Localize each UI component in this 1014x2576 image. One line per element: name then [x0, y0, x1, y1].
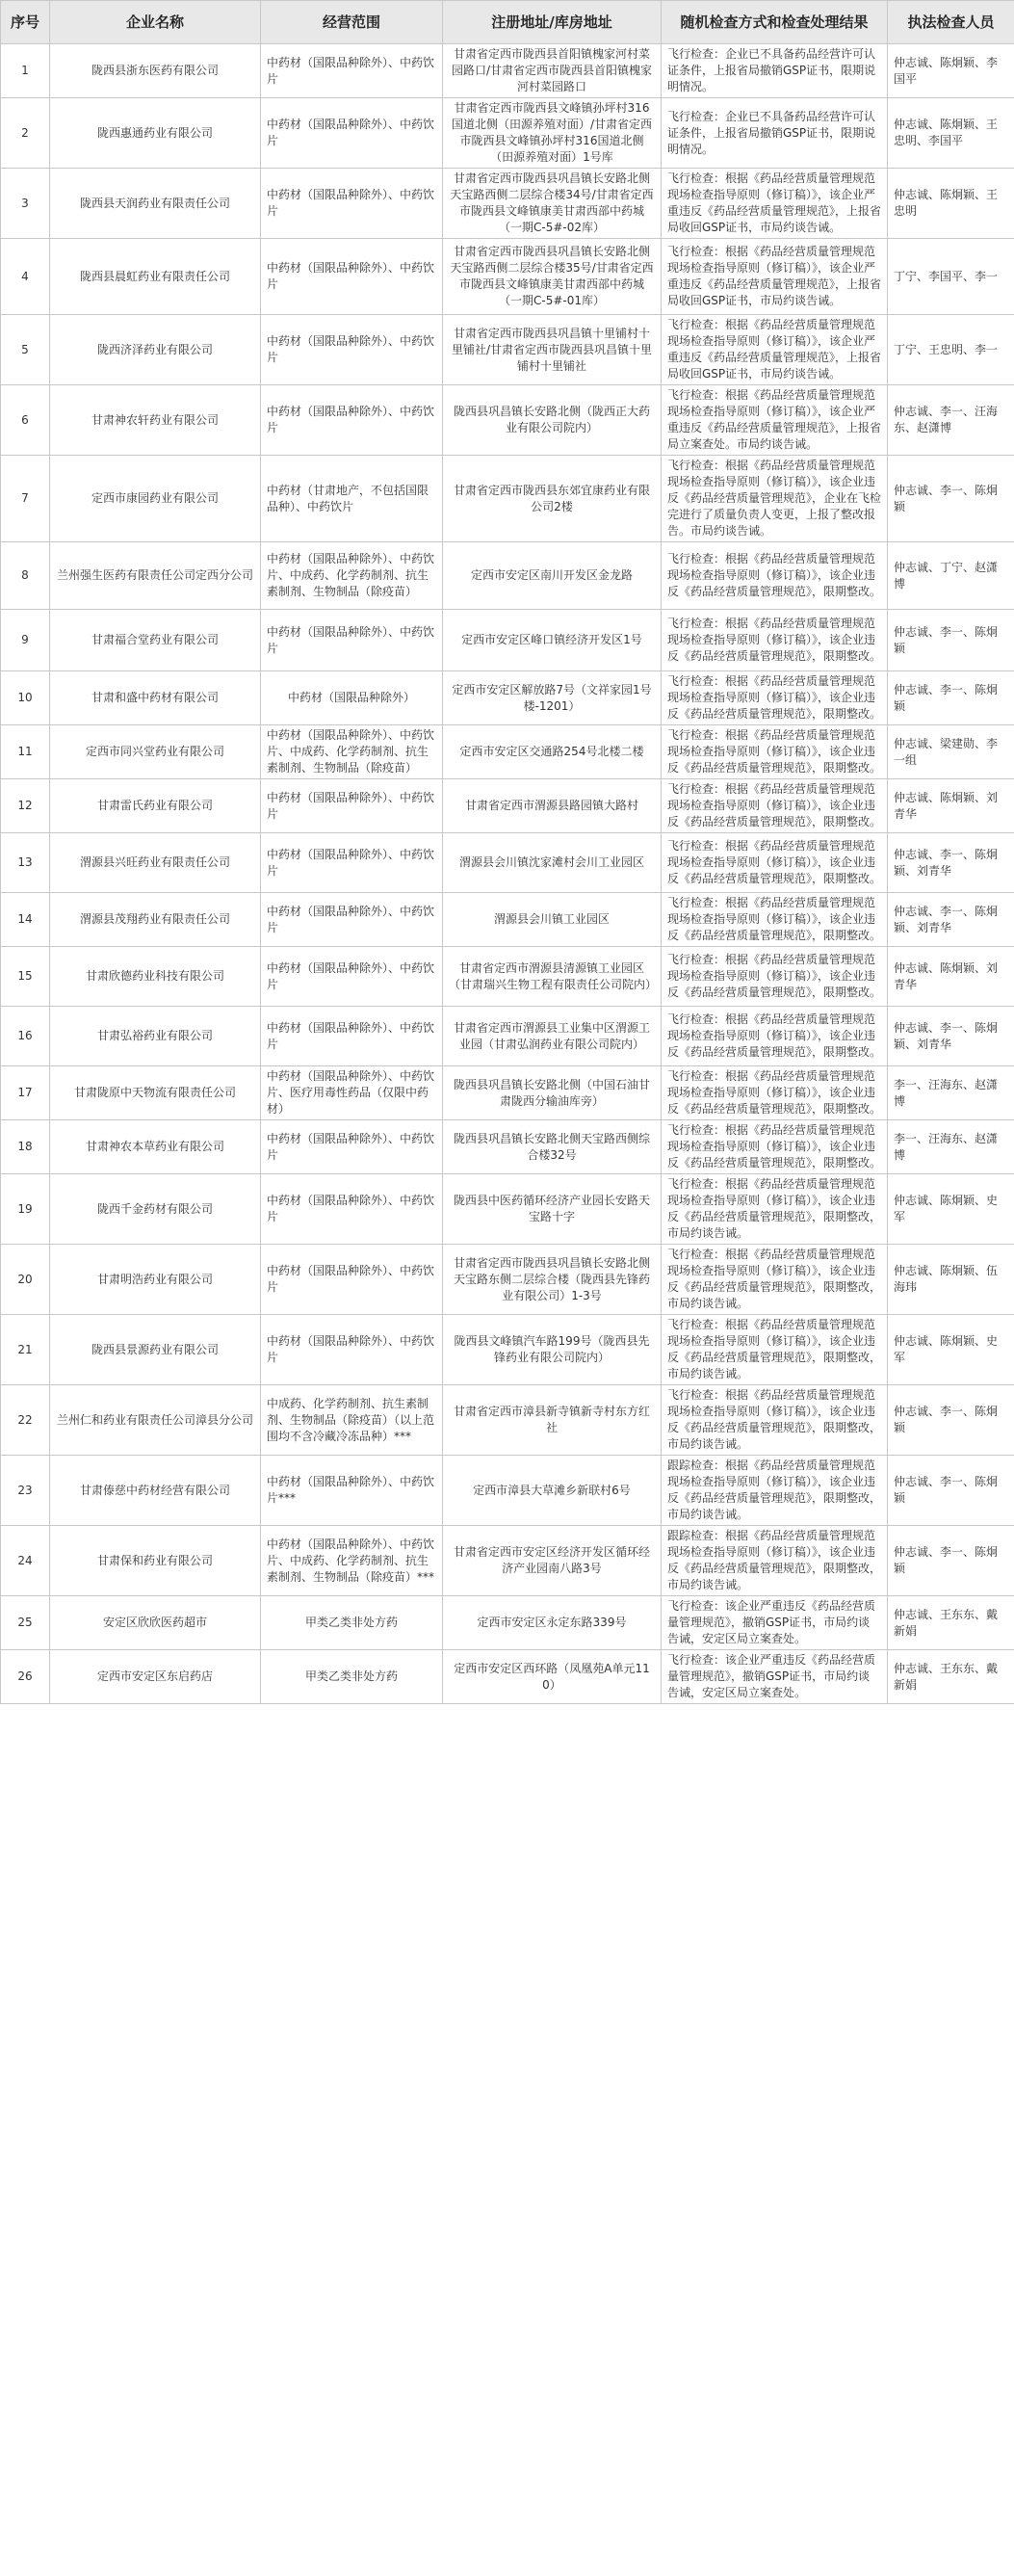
inspectors: 李一、汪海东、赵潇博	[888, 1066, 1014, 1120]
row-seq: 6	[1, 385, 50, 456]
inspection-result: 飞行检查：根据《药品经营质量管理规范现场检查指导原则（修订稿）》，该企业违反《药品经营质量管理规范》，限期整改。	[662, 542, 888, 610]
table-row	[1, 44, 1014, 98]
registered-address: 陇西县中医药循环经济产业园长安路天宝路十字	[443, 1174, 662, 1245]
inspection-result: 飞行检查：根据《药品经营质量管理规范现场检查指导原则（修订稿）》，该企业违反《药品经营质量管理规范》，限期整改，市局约谈告诫。	[662, 1245, 888, 1315]
row-seq: 13	[1, 833, 50, 893]
inspectors: 李一、汪海东、赵潇博	[888, 1120, 1014, 1174]
business-scope: 中药材（国限品种除外）、中药饮片	[261, 610, 443, 671]
header-company-name: 企业名称	[50, 1, 261, 44]
company-name: 定西市同兴堂药业有限公司	[50, 725, 261, 779]
company-name: 甘肃陇原中天物流有限责任公司	[50, 1066, 261, 1120]
company-name: 陇西千金药材有限公司	[50, 1174, 261, 1245]
inspection-result: 飞行检查：根据《药品经营质量管理规范现场检查指导原则（修订稿）》，该企业违反《药品经营质量管理规范》，限期整改。	[662, 1066, 888, 1120]
table-row	[1, 833, 1014, 893]
inspection-result: 飞行检查：根据《药品经营质量管理规范现场检查指导原则（修订稿）》，该企业违反《药品经营质量管理规范》，限期整改。	[662, 671, 888, 725]
company-name: 安定区欣欣医药超市	[50, 1596, 261, 1650]
table-row	[1, 671, 1014, 725]
row-seq: 18	[1, 1120, 50, 1174]
row-seq: 21	[1, 1315, 50, 1385]
inspectors: 仲志诚、陈炯颖、刘青华	[888, 947, 1014, 1007]
company-name: 陇西县晨虹药业有限责任公司	[50, 239, 261, 315]
registered-address: 定西市漳县大草滩乡新联村6号	[443, 1456, 662, 1526]
row-seq: 3	[1, 169, 50, 239]
registered-address: 甘肃省定西市陇西县首阳镇槐家河村菜园路口/甘肃省定西市陇西县首阳镇槐家河村菜园路口	[443, 44, 662, 98]
company-name: 陇西县天润药业有限责任公司	[50, 169, 261, 239]
inspection-result: 飞行检查：根据《药品经营质量管理规范现场检查指导原则（修订稿）》，该企业严重违反《药品经营质量管理规范》，上报省局收回GSP证书，市局约谈告诫。	[662, 239, 888, 315]
row-seq: 7	[1, 456, 50, 542]
inspectors: 仲志诚、李一、陈炯颖、刘青华	[888, 833, 1014, 893]
company-name: 甘肃神农本草药业有限公司	[50, 1120, 261, 1174]
inspectors: 仲志诚、陈炯颖、王忠明、李国平	[888, 98, 1014, 169]
inspectors: 仲志诚、李一、陈炯颖、刘青华	[888, 1007, 1014, 1066]
table-row	[1, 893, 1014, 947]
inspection-result: 跟踪检查：根据《药品经营质量管理规范现场检查指导原则（修订稿）》，该企业违反《药品经营质量管理规范》，限期整改，市局约谈告诫。	[662, 1456, 888, 1526]
inspection-result: 飞行检查：根据《药品经营质量管理规范现场检查指导原则（修订稿）》，该企业违反《药品经营质量管理规范》，限期整改，市局约谈告诫。	[662, 1385, 888, 1456]
registered-address: 定西市安定区永定东路339号	[443, 1596, 662, 1650]
registered-address: 定西市安定区南川开发区金龙路	[443, 542, 662, 610]
table-row	[1, 98, 1014, 169]
table-row	[1, 1526, 1014, 1596]
inspection-result: 飞行检查：根据《药品经营质量管理规范现场检查指导原则（修订稿）》，该企业违反《药品经营质量管理规范》，限期整改。	[662, 610, 888, 671]
row-seq: 23	[1, 1456, 50, 1526]
registered-address: 陇西县巩昌镇长安路北侧（中国石油甘肃陇西分输油库旁）	[443, 1066, 662, 1120]
business-scope: 中药材（国限品种除外）、中药饮片	[261, 893, 443, 947]
business-scope: 中药材（国限品种除外）、中药饮片	[261, 833, 443, 893]
registered-address: 甘肃省定西市陇西县巩昌镇长安路北侧天宝路东侧二层综合楼（陇西县先锋药业有限公司）1-3号	[443, 1245, 662, 1315]
header-row	[1, 1, 1014, 44]
business-scope: 中药材（国限品种除外）、中药饮片	[261, 1245, 443, 1315]
company-name: 陇西县景源药业有限公司	[50, 1315, 261, 1385]
registered-address: 甘肃省定西市渭源县清源镇工业园区（甘肃瑞兴生物工程有限责任公司院内）	[443, 947, 662, 1007]
inspectors: 仲志诚、陈炯颖、李国平	[888, 44, 1014, 98]
inspection-result: 飞行检查：根据《药品经营质量管理规范现场检查指导原则（修订稿）》，该企业违反《药品经营质量管理规范》，限期整改。	[662, 1120, 888, 1174]
business-scope: 甲类乙类非处方药	[261, 1650, 443, 1704]
business-scope: 中药材（国限品种除外）、中药饮片***	[261, 1456, 443, 1526]
registered-address: 渭源县会川镇沈家滩村会川工业园区	[443, 833, 662, 893]
row-seq: 4	[1, 239, 50, 315]
company-name: 甘肃弘裕药业有限公司	[50, 1007, 261, 1066]
registered-address: 甘肃省定西市陇西县巩昌镇十里铺村十里铺社/甘肃省定西市陇西县巩昌镇十里铺村十里铺社	[443, 315, 662, 385]
row-seq: 9	[1, 610, 50, 671]
row-seq: 22	[1, 1385, 50, 1456]
inspection-result: 飞行检查：企业已不具备药品经营许可认证条件，上报省局撤销GSP证书，限期说明情况。	[662, 44, 888, 98]
business-scope: 中药材（国限品种除外）、中药饮片	[261, 98, 443, 169]
row-seq: 8	[1, 542, 50, 610]
inspectors: 仲志诚、丁宁、赵潇博	[888, 542, 1014, 610]
company-name: 陇西惠通药业有限公司	[50, 98, 261, 169]
row-seq: 5	[1, 315, 50, 385]
company-name: 兰州仁和药业有限责任公司漳县分公司	[50, 1385, 261, 1456]
business-scope: 中药材（国限品种除外）、中药饮片	[261, 169, 443, 239]
business-scope: 中药材（国限品种除外）、中药饮片	[261, 1174, 443, 1245]
row-seq: 17	[1, 1066, 50, 1120]
business-scope: 甲类乙类非处方药	[261, 1596, 443, 1650]
inspectors: 仲志诚、李一、陈炯颖	[888, 1385, 1014, 1456]
inspection-result: 飞行检查：根据《药品经营质量管理规范现场检查指导原则（修订稿）》，该企业违反《药品经营质量管理规范》，限期整改。	[662, 725, 888, 779]
inspectors: 仲志诚、王东东、戴新娟	[888, 1596, 1014, 1650]
table-row	[1, 725, 1014, 779]
business-scope: 中药材（国限品种除外）、中药饮片、医疗用毒性药品（仅限中药材）	[261, 1066, 443, 1120]
row-seq: 12	[1, 779, 50, 833]
inspectors: 仲志诚、梁建勋、李一组	[888, 725, 1014, 779]
inspection-result: 飞行检查：根据《药品经营质量管理规范现场检查指导原则（修订稿）》，该企业违反《药品经营质量管理规范》，限期整改。	[662, 833, 888, 893]
table-row	[1, 610, 1014, 671]
table-row	[1, 456, 1014, 542]
inspectors: 仲志诚、陈炯颖、刘青华	[888, 779, 1014, 833]
inspectors: 仲志诚、李一、陈炯颖	[888, 456, 1014, 542]
business-scope: 中药材（国限品种除外）、中药饮片	[261, 385, 443, 456]
registered-address: 甘肃省定西市渭源县路园镇大路村	[443, 779, 662, 833]
inspectors: 仲志诚、陈炯颖、伍海玮	[888, 1245, 1014, 1315]
header-seq: 序号	[1, 1, 50, 44]
table-row	[1, 779, 1014, 833]
company-name: 定西市安定区东启药店	[50, 1650, 261, 1704]
registered-address: 定西市安定区解放路7号（文祥家园1号楼-1201）	[443, 671, 662, 725]
company-name: 陇西济泽药业有限公司	[50, 315, 261, 385]
business-scope: 中药材（国限品种除外）、中药饮片	[261, 1315, 443, 1385]
registered-address: 陇西县巩昌镇长安路北侧天宝路西侧综合楼32号	[443, 1120, 662, 1174]
inspection-result: 飞行检查：根据《药品经营质量管理规范现场检查指导原则（修订稿）》，该企业违反《药品经营质量管理规范》，企业在飞检完进行了质量负责人变更，上报了整改报告。市局约谈告诫。	[662, 456, 888, 542]
row-seq: 15	[1, 947, 50, 1007]
inspectors: 仲志诚、李一、陈炯颖	[888, 1526, 1014, 1596]
row-seq: 20	[1, 1245, 50, 1315]
registered-address: 渭源县会川镇工业园区	[443, 893, 662, 947]
inspectors: 仲志诚、李一、陈炯颖	[888, 671, 1014, 725]
company-name: 甘肃傣慈中药材经营有限公司	[50, 1456, 261, 1526]
table-row	[1, 1315, 1014, 1385]
company-name: 甘肃和盛中药材有限公司	[50, 671, 261, 725]
inspection-result: 飞行检查：根据《药品经营质量管理规范现场检查指导原则（修订稿）》，该企业违反《药品经营质量管理规范》，限期整改。	[662, 893, 888, 947]
company-name: 渭源县兴旺药业有限责任公司	[50, 833, 261, 893]
table-row	[1, 542, 1014, 610]
row-seq: 16	[1, 1007, 50, 1066]
business-scope: 中药材（国限品种除外）、中药饮片	[261, 947, 443, 1007]
header-inspectors: 执法检查人员	[888, 1, 1014, 44]
company-name: 定西市康园药业有限公司	[50, 456, 261, 542]
registered-address: 甘肃省定西市陇西县巩昌镇长安路北侧天宝路西侧二层综合楼34号/甘肃省定西市陇西县文峰镇康美甘肃西部中药城（一期C-5#-02库）	[443, 169, 662, 239]
company-name: 甘肃明浩药业有限公司	[50, 1245, 261, 1315]
registered-address: 甘肃省定西市陇西县东郊宜康药业有限公司2楼	[443, 456, 662, 542]
business-scope: 中药材（国限品种除外）、中药饮片	[261, 239, 443, 315]
business-scope: 中药材（国限品种除外）、中药饮片、中成药、化学药制剂、抗生素制剂、生物制品（除疫苗）	[261, 725, 443, 779]
table-row	[1, 1456, 1014, 1526]
inspectors: 仲志诚、李一、汪海东、赵潇博	[888, 385, 1014, 456]
company-name: 渭源县茂翔药业有限责任公司	[50, 893, 261, 947]
inspection-result: 飞行检查：根据《药品经营质量管理规范现场检查指导原则（修订稿）》，该企业严重违反《药品经营质量管理规范》，上报省局立案查处。市局约谈告诫。	[662, 385, 888, 456]
business-scope: 中药材（国限品种除外）、中药饮片、中成药、化学药制剂、抗生素制剂、生物制品（除疫苗）***	[261, 1526, 443, 1596]
table-body	[1, 44, 1014, 1704]
inspection-result: 飞行检查：根据《药品经营质量管理规范现场检查指导原则（修订稿）》，该企业严重违反《药品经营质量管理规范》，上报省局收回GSP证书，市局约谈告诫。	[662, 315, 888, 385]
header-inspection-result: 随机检查方式和检查处理结果	[662, 1, 888, 44]
table-row	[1, 1007, 1014, 1066]
business-scope: 中药材（国限品种除外）、中药饮片	[261, 44, 443, 98]
inspectors: 仲志诚、李一、陈炯颖	[888, 1456, 1014, 1526]
company-name: 甘肃神农轩药业有限公司	[50, 385, 261, 456]
company-name: 甘肃保和药业有限公司	[50, 1526, 261, 1596]
registered-address: 甘肃省定西市陇西县文峰镇孙坪村316国道北侧（田源养殖对面）/甘肃省定西市陇西县文峰镇孙坪村316国道北侧（田源养殖对面）1号库	[443, 98, 662, 169]
table-row	[1, 1245, 1014, 1315]
inspection-result: 飞行检查：企业已不具备药品经营许可认证条件，上报省局撤销GSP证书，限期说明情况。	[662, 98, 888, 169]
table-row	[1, 169, 1014, 239]
inspectors: 仲志诚、陈炯颖、史军	[888, 1315, 1014, 1385]
inspection-result: 飞行检查：根据《药品经营质量管理规范现场检查指导原则（修订稿）》，该企业严重违反《药品经营质量管理规范》，上报省局收回GSP证书，市局约谈告诫。	[662, 169, 888, 239]
row-seq: 11	[1, 725, 50, 779]
table-row	[1, 315, 1014, 385]
inspection-result: 飞行检查：该企业严重违反《药品经营质量管理规范》，撤销GSP证书，市局约谈告诫，安定区局立案查处。	[662, 1650, 888, 1704]
registered-address: 陇西县文峰镇汽车路199号（陇西县先锋药业有限公司院内）	[443, 1315, 662, 1385]
business-scope: 中药材（国限品种除外）、中药饮片	[261, 1007, 443, 1066]
row-seq: 24	[1, 1526, 50, 1596]
table-row	[1, 1066, 1014, 1120]
inspection-result: 飞行检查：根据《药品经营质量管理规范现场检查指导原则（修订稿）》，该企业违反《药品经营质量管理规范》，限期整改。	[662, 947, 888, 1007]
inspection-result: 飞行检查：根据《药品经营质量管理规范现场检查指导原则（修订稿）》，该企业违反《药品经营质量管理规范》，限期整改。	[662, 1007, 888, 1066]
registered-address: 甘肃省定西市陇西县巩昌镇长安路北侧天宝路西侧二层综合楼35号/甘肃省定西市陇西县文峰镇康美甘肃西部中药城（一期C-5#-01库）	[443, 239, 662, 315]
registered-address: 甘肃省定西市安定区经济开发区循环经济产业园南八路3号	[443, 1526, 662, 1596]
header-address: 注册地址/库房地址	[443, 1, 662, 44]
inspectors: 仲志诚、陈炯颖、王忠明	[888, 169, 1014, 239]
inspectors: 丁宁、王忠明、李一	[888, 315, 1014, 385]
row-seq: 2	[1, 98, 50, 169]
table-row	[1, 1650, 1014, 1704]
company-name: 甘肃雷氏药业有限公司	[50, 779, 261, 833]
table-row	[1, 239, 1014, 315]
inspectors: 仲志诚、王东东、戴新娟	[888, 1650, 1014, 1704]
company-name: 甘肃福合堂药业有限公司	[50, 610, 261, 671]
table-row	[1, 1174, 1014, 1245]
table-row	[1, 385, 1014, 456]
table-row	[1, 947, 1014, 1007]
row-seq: 19	[1, 1174, 50, 1245]
business-scope: 中药材（甘肃地产，不包括国限品种）、中药饮片	[261, 456, 443, 542]
business-scope: 中药材（国限品种除外）、中药饮片、中成药、化学药制剂、抗生素制剂、生物制品（除疫苗）	[261, 542, 443, 610]
inspection-result: 飞行检查：根据《药品经营质量管理规范现场检查指导原则（修订稿）》，该企业违反《药品经营质量管理规范》，限期整改，市局约谈告诫。	[662, 1315, 888, 1385]
row-seq: 14	[1, 893, 50, 947]
inspection-result: 跟踪检查：根据《药品经营质量管理规范现场检查指导原则（修订稿）》，该企业违反《药品经营质量管理规范》，限期整改，市局约谈告诫。	[662, 1526, 888, 1596]
table-row	[1, 1120, 1014, 1174]
inspectors: 丁宁、李国平、李一	[888, 239, 1014, 315]
company-name: 陇西县浙东医药有限公司	[50, 44, 261, 98]
inspectors: 仲志诚、李一、陈炯颖、刘青华	[888, 893, 1014, 947]
row-seq: 26	[1, 1650, 50, 1704]
business-scope: 中药材（国限品种除外）、中药饮片	[261, 1120, 443, 1174]
row-seq: 1	[1, 44, 50, 98]
inspectors: 仲志诚、陈炯颖、史军	[888, 1174, 1014, 1245]
inspection-result: 飞行检查：根据《药品经营质量管理规范现场检查指导原则（修订稿）》，该企业违反《药品经营质量管理规范》，限期整改，市局约谈告诫。	[662, 1174, 888, 1245]
row-seq: 10	[1, 671, 50, 725]
business-scope: 中成药、化学药制剂、抗生素制剂、生物制品（除疫苗）（以上范围均不含冷藏冷冻品种）***	[261, 1385, 443, 1456]
registered-address: 定西市安定区西环路（凤凰苑A单元110）	[443, 1650, 662, 1704]
header-business-scope: 经营范围	[261, 1, 443, 44]
registered-address: 陇西县巩昌镇长安路北侧（陇西正大药业有限公司院内）	[443, 385, 662, 456]
registered-address: 定西市安定区峰口镇经济开发区1号	[443, 610, 662, 671]
inspection-result: 飞行检查：根据《药品经营质量管理规范现场检查指导原则（修订稿）》，该企业违反《药品经营质量管理规范》，限期整改。	[662, 779, 888, 833]
inspection-result: 飞行检查：该企业严重违反《药品经营质量管理规范》，撤销GSP证书，市局约谈告诫，安定区局立案查处。	[662, 1596, 888, 1650]
registered-address: 甘肃省定西市漳县新寺镇新寺村东方红社	[443, 1385, 662, 1456]
company-name: 甘肃欣德药业科技有限公司	[50, 947, 261, 1007]
registered-address: 甘肃省定西市渭源县工业集中区渭源工业园（甘肃弘润药业有限公司院内）	[443, 1007, 662, 1066]
table-row	[1, 1385, 1014, 1456]
table-row	[1, 1596, 1014, 1650]
business-scope: 中药材（国限品种除外）	[261, 671, 443, 725]
row-seq: 25	[1, 1596, 50, 1650]
inspectors: 仲志诚、李一、陈炯颖	[888, 610, 1014, 671]
registered-address: 定西市安定区交通路254号北楼二楼	[443, 725, 662, 779]
business-scope: 中药材（国限品种除外）、中药饮片	[261, 779, 443, 833]
company-name: 兰州强生医药有限责任公司定西分公司	[50, 542, 261, 610]
business-scope: 中药材（国限品种除外）、中药饮片	[261, 315, 443, 385]
